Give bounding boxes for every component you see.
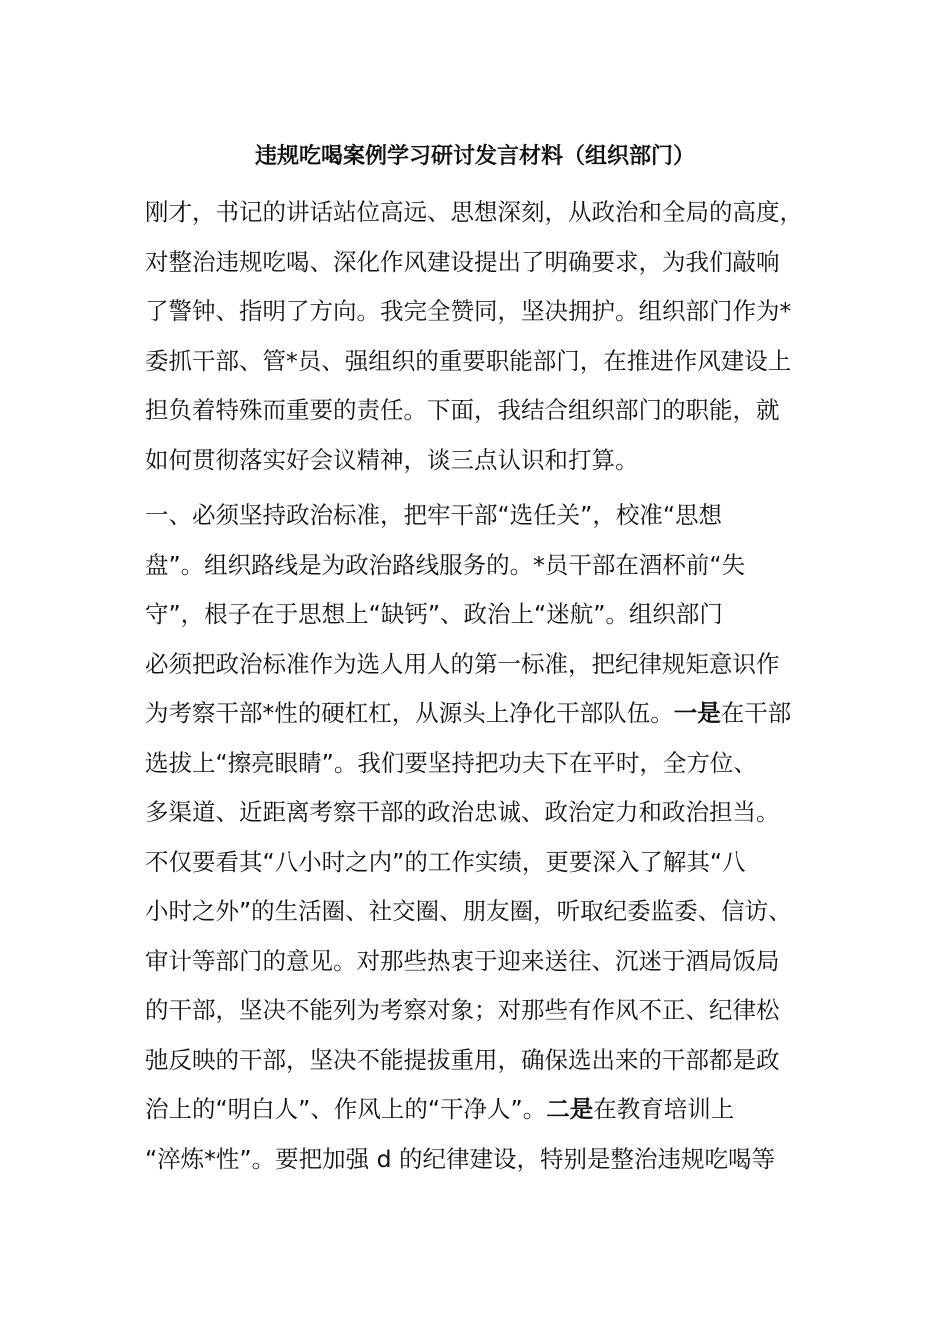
text-line: 必须把政治标准作为选人用人的第一标准，把纪律规矩意识作 <box>145 649 780 678</box>
text-segment: 在干部 <box>720 699 792 727</box>
text-line: 多渠道、近距离考察干部的政治忠诚、政治定力和政治担当。 <box>145 798 780 826</box>
emphasis-second: 二是 <box>546 1095 594 1123</box>
text-line: 审计等部门的意见。对那些热衷于迎来送往、沉迷于酒局饭局 <box>145 946 780 975</box>
text-line: 的干部，坚决不能列为考察对象；对那些有作风不正、纪律松 <box>145 996 780 1024</box>
text-line: 守”，根子在于思想上“缺钙”、政治上“迷航”。组织部门 <box>145 600 723 628</box>
text-line: 盘”。组织路线是为政治路线服务的。*员干部在酒杯前“失 <box>145 550 746 579</box>
text-line-with-emphasis <box>145 1085 815 1135</box>
text-line: 担负着特殊而重要的责任。下面，我结合组织部门的职能，就 <box>145 396 780 424</box>
text-line: 如何贯彻落实好会议精神，谈三点认识和打算。 <box>145 445 639 474</box>
text-line-with-emphasis <box>145 689 815 739</box>
paragraph-section-one <box>145 491 815 1184</box>
text-line: 不仅要看其“八小时之内”的工作实绩，更要深入了解其“八 <box>145 847 746 876</box>
text-line: 委抓干部、管*员、强组织的重要职能部门，在推进作风建设上 <box>145 346 792 375</box>
text-line: 小时之外”的生活圈、社交圈、朋友圈，听取纪委监委、信访、 <box>145 897 792 925</box>
text-line: 一、必须坚持政治标准，把牢干部“选任关”，校准“思想 <box>145 501 723 529</box>
text-line: 刚才，书记的讲话站位高远、思想深刻，从政治和全局的高度， <box>145 198 803 226</box>
text-line: 对整治违规吃喝、深化作风建设提出了明确要求，为我们敲响 <box>145 247 780 276</box>
text-line: 了警钟、指明了方向。我完全赞同，坚决拥护。组织部门作为* <box>145 297 792 325</box>
emphasis-first: 一是 <box>673 699 721 727</box>
text-segment: 在教育培训上 <box>593 1095 735 1123</box>
text-segment: 为考察干部*性的硬杠杠，从源头上净化干部队伍。 <box>145 699 674 727</box>
text-line: 选拔上“擦亮眼睛”。我们要坚持把功夫下在平时，全方位、 <box>145 748 757 777</box>
document-body <box>145 188 815 1184</box>
text-line: 弛反映的干部，坚决不能提拔重用，确保选出来的干部都是政 <box>145 1045 780 1074</box>
text-line: “淬炼*性”。要把加强 d 的纪律建设，特别是整治违规吃喝等 <box>145 1144 775 1173</box>
text-segment: 治上的“明白人”、作风上的“干净人”。 <box>145 1095 547 1123</box>
paragraph-intro <box>145 188 815 485</box>
document-title: 违规吃喝案例学习研讨发言材料（组织部门） <box>254 144 695 169</box>
